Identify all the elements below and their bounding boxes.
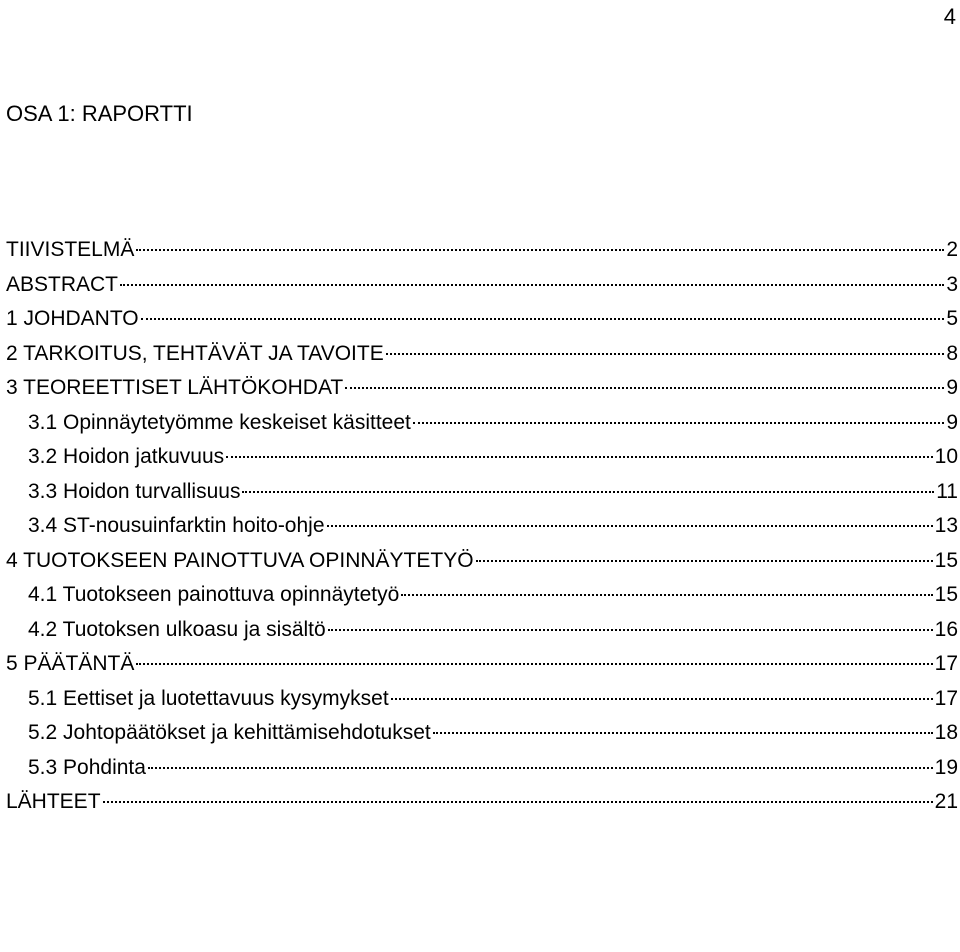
toc-entry[interactable]	[6, 581, 960, 616]
toc-dot-leader	[136, 249, 944, 251]
toc-entry-page: 19	[934, 755, 958, 779]
toc-dot-leader	[327, 525, 933, 527]
page-number: 4	[943, 4, 956, 29]
toc-entry-label: 4.2 Tuotoksen ulkoasu ja sisältö	[28, 617, 326, 641]
toc-entry-page: 8	[946, 341, 958, 365]
toc-dot-leader	[141, 318, 945, 320]
toc-entry[interactable]	[6, 685, 960, 720]
section-title: OSA 1: RAPORTTI	[6, 101, 193, 126]
toc-entry-label: 5.3 Pohdinta	[28, 755, 146, 779]
toc-entry-label: 3.3 Hoidon turvallisuus	[28, 479, 241, 503]
toc-entry[interactable]	[6, 409, 960, 444]
toc-entry-label: 5 PÄÄTÄNTÄ	[6, 652, 135, 675]
toc-entry[interactable]	[6, 374, 960, 409]
toc-entry[interactable]	[6, 340, 960, 375]
toc-dot-leader	[328, 629, 933, 631]
toc-entry-page: 3	[946, 272, 958, 296]
toc-entry-label: 3 TEOREETTISET LÄHTÖKOHDAT	[6, 376, 344, 399]
toc-entry-page: 17	[934, 652, 958, 675]
toc-entry[interactable]	[6, 271, 960, 306]
toc-entry[interactable]	[6, 443, 960, 478]
toc-entry[interactable]	[6, 547, 960, 582]
toc-entry-page: 18	[934, 721, 958, 744]
toc-entry-label: LÄHTEET	[6, 790, 101, 813]
toc-entry[interactable]	[6, 236, 960, 271]
toc-entry[interactable]	[6, 305, 960, 340]
toc-entry-page: 15	[934, 548, 958, 572]
toc-entry-label: 5.2 Johtopäätökset ja kehittämisehdotukset	[28, 721, 431, 744]
toc-entry-label: 1 JOHDANTO	[6, 307, 139, 330]
toc-entry-label: TIIVISTELMÄ	[6, 238, 135, 261]
toc-entry-label: 5.1 Eettiset ja luotettavuus kysymykset	[28, 686, 389, 710]
toc-entry-page: 15	[934, 583, 958, 606]
toc-entry[interactable]	[6, 616, 960, 651]
toc-dot-leader	[136, 663, 932, 665]
toc-entry-label: 3.4 ST-nousuinfarktin hoito-ohje	[28, 514, 325, 537]
toc-entry-label: 4 TUOTOKSEEN PAINOTTUVA OPINNÄYTETYÖ	[6, 548, 474, 572]
toc-dot-leader	[433, 732, 933, 734]
toc-dot-leader	[391, 698, 933, 700]
toc-entry[interactable]	[6, 650, 960, 685]
toc-entry-page: 11	[936, 479, 958, 503]
toc-entry-page: 17	[934, 686, 958, 710]
toc-entry[interactable]	[6, 788, 960, 823]
toc-entry-label: ABSTRACT	[6, 272, 119, 296]
toc-dot-leader	[413, 422, 944, 424]
toc-entry[interactable]	[6, 512, 960, 547]
toc-dot-leader	[386, 353, 945, 355]
toc-dot-leader	[242, 491, 934, 493]
toc-entry-label: 3.1 Opinnäytetyömme keskeiset käsitteet	[28, 410, 411, 434]
toc-dot-leader	[345, 387, 944, 389]
toc-entry[interactable]	[6, 719, 960, 754]
toc-dot-leader	[226, 456, 933, 458]
toc-dot-leader	[401, 594, 932, 596]
toc-entry-page: 9	[946, 410, 958, 434]
toc-entry-page: 10	[934, 445, 958, 468]
table-of-contents	[6, 236, 960, 823]
toc-entry[interactable]	[6, 754, 960, 789]
toc-entry-label: 2 TARKOITUS, TEHTÄVÄT JA TAVOITE	[6, 341, 384, 365]
toc-entry-label: 4.1 Tuotokseen painottuva opinnäytetyö	[28, 583, 400, 606]
toc-entry[interactable]	[6, 478, 960, 513]
toc-dot-leader	[148, 767, 933, 769]
toc-entry-page: 2	[946, 238, 958, 261]
toc-dot-leader	[103, 801, 933, 803]
toc-dot-leader	[120, 284, 944, 286]
toc-entry-page: 9	[946, 376, 958, 399]
toc-entry-page: 21	[934, 790, 958, 813]
toc-entry-page: 13	[934, 514, 958, 537]
toc-dot-leader	[476, 560, 933, 562]
toc-entry-label: 3.2 Hoidon jatkuvuus	[28, 445, 225, 468]
toc-entry-page: 5	[946, 307, 958, 330]
toc-entry-page: 16	[934, 617, 958, 641]
